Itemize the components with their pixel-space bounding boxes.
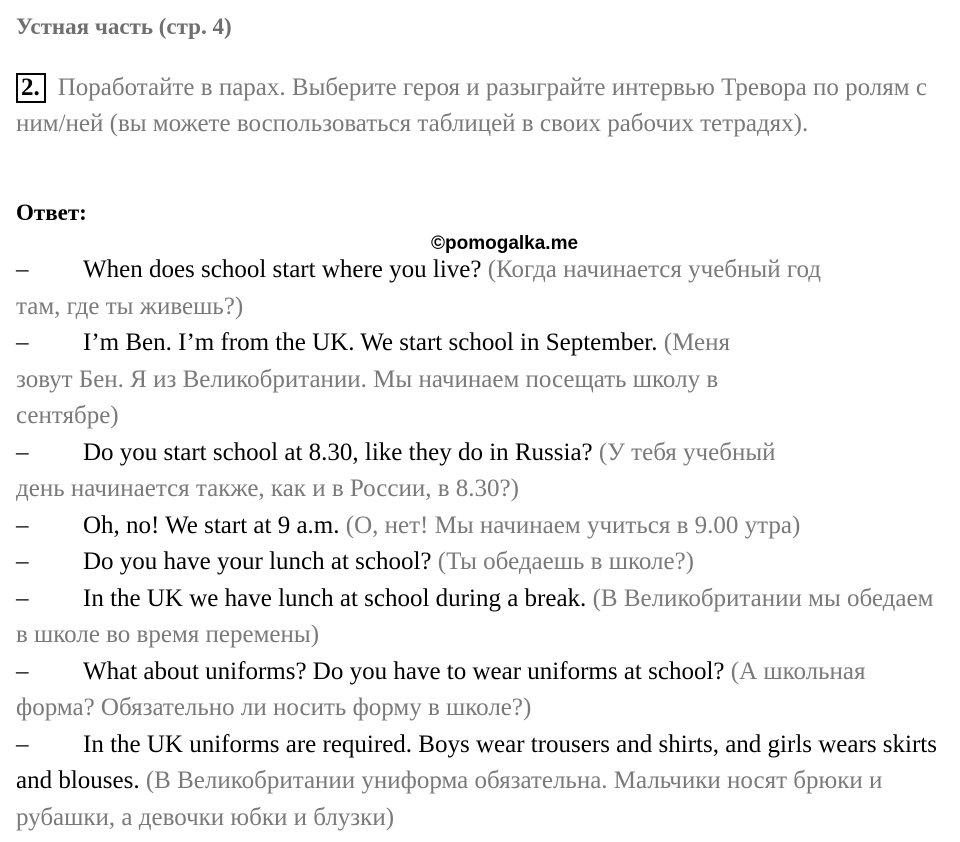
line-russian-continued: день начинается также, как и в России, в 8.30?) [16, 475, 519, 502]
dialogue-line [16, 252, 946, 325]
dialogue-line [16, 508, 946, 545]
dash: – [16, 329, 29, 356]
dialogue-line [16, 544, 946, 581]
watermark: ©pomogalka.me [431, 233, 579, 254]
task-number: 2. [16, 73, 46, 103]
task-instruction: Поработайте в парах. Выберите героя и разыграйте интервью Тревора по ролям с ним/ней (вы можете воспользоваться таблицей в своих рабочих тетрадях). [16, 74, 927, 137]
dash: – [16, 256, 29, 283]
line-english: Do you start school at 8.30, like they do in Russia? [83, 438, 593, 466]
task-text [16, 70, 936, 142]
page-heading: Устная часть (стр. 4) [16, 14, 232, 39]
dialogue-line [16, 325, 946, 435]
line-english: When does school start where you live? [83, 256, 482, 283]
dash: – [16, 584, 29, 612]
line-english: Do you have your lunch at school? [83, 548, 432, 575]
dialogue-line [16, 435, 946, 508]
line-english: What about uniforms? Do you have to wear uniforms at school? [83, 657, 725, 685]
line-russian: (О, нет! Мы начинаем учиться в 9.00 утра) [345, 511, 801, 539]
line-russian: (А школьная форма? Обязательно ли носить форму в школе?) [16, 657, 866, 721]
line-russian: (Когда начинается учебный год [487, 256, 821, 283]
line-russian: (У тебя учебный [598, 438, 776, 466]
line-english: I’m Ben. I’m from the UK. We start school in September. [83, 329, 658, 356]
line-russian: (В Великобритании мы обедаем в школе во время перемены) [16, 584, 934, 648]
dash: – [16, 438, 29, 466]
answer-label: Ответ: [16, 200, 87, 225]
line-russian: (Ты обедаешь в школе?) [437, 548, 694, 575]
line-russian: (В Великобритании униформа обязательна. Мальчики носят брюки и рубашки, а девочки юбки и блузки) [16, 767, 883, 831]
dialogue-line [16, 654, 946, 727]
line-english: Oh, no! We start at 9 a.m. [83, 511, 340, 539]
dialogue-line [16, 727, 946, 837]
dash: – [16, 657, 29, 685]
dash: – [16, 548, 29, 575]
dialogue [16, 252, 946, 836]
line-english: In the UK uniforms are required. Boys wear trousers and shirts, and girls wears skirts and blouses. [16, 730, 937, 794]
line-russian-continued: там, где ты живешь?) [16, 292, 244, 320]
dash: – [16, 511, 29, 539]
line-russian: (Меня [663, 329, 730, 356]
dialogue-line [16, 581, 946, 654]
dash: – [16, 730, 29, 758]
line-english: In the UK we have lunch at school during a break. [83, 584, 587, 612]
line-russian-continued: зовут Бен. Я из Великобритании. Мы начинаем посещать школу в сентябре) [16, 365, 719, 429]
